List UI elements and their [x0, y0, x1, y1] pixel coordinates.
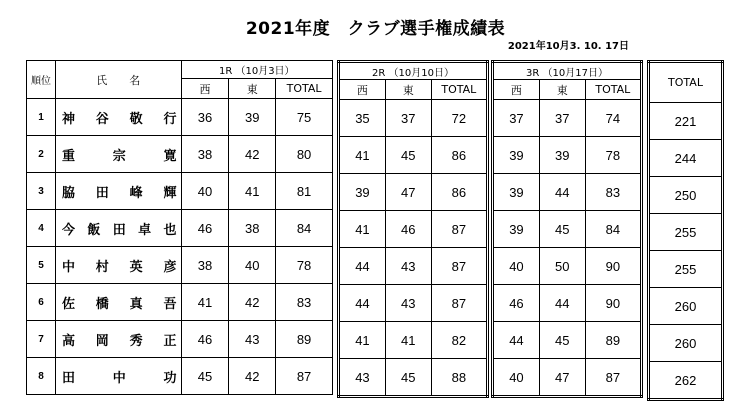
round3-total-score: 78: [585, 137, 641, 174]
round3-header: 3R （10月17日）: [493, 62, 642, 80]
table-row: [493, 248, 642, 285]
player-name: 神谷敬行: [55, 99, 181, 136]
round2-west-score: 41: [339, 137, 386, 174]
player-name: 脇田峰輝: [55, 173, 181, 210]
player-name: 重宗寛: [55, 136, 181, 173]
round1-east-score: 38: [229, 210, 276, 247]
grand-total-score: 255: [649, 214, 723, 251]
round2-total-score: 87: [431, 285, 487, 322]
round3-table: [491, 60, 643, 398]
grand-total-score: 255: [649, 251, 723, 288]
player-name: 今飯田卓也: [55, 210, 181, 247]
table-row: [27, 247, 333, 284]
round1-total-score: 75: [276, 99, 333, 136]
round2-east-score: 43: [385, 285, 431, 322]
round2-east-score: 43: [385, 248, 431, 285]
round1-west-score: 46: [181, 210, 229, 247]
table-row: [493, 322, 642, 359]
round1-west-score: 36: [181, 99, 229, 136]
round3-total-score: 90: [585, 285, 641, 322]
round3-east-score: 44: [539, 174, 585, 211]
round3-east-score: 45: [539, 322, 585, 359]
table-row: [339, 137, 488, 174]
rank-header: 順位: [27, 61, 56, 99]
table-row: [649, 362, 723, 400]
table-row: [27, 136, 333, 173]
round1-table: [26, 60, 333, 395]
round2-body: [339, 100, 488, 397]
table-row: [339, 211, 488, 248]
round2-total-score: 88: [431, 359, 487, 397]
round1-total-score: 83: [276, 284, 333, 321]
round2-table: [337, 60, 489, 398]
round1-east-header: 東: [229, 79, 276, 99]
round3-west-score: 39: [493, 137, 540, 174]
round2-east-score: 47: [385, 174, 431, 211]
round2-east-score: 41: [385, 322, 431, 359]
round1-west-score: 41: [181, 284, 229, 321]
grand-total-score: 262: [649, 362, 723, 400]
rank-cell: 1: [27, 99, 56, 136]
round3-east-score: 45: [539, 211, 585, 248]
event-dates: 2021年10月3. 10. 17日: [507, 41, 629, 52]
round3-east-score: 39: [539, 137, 585, 174]
rank-cell: 4: [27, 210, 56, 247]
round3-east-score: 37: [539, 100, 585, 137]
round1-east-score: 42: [229, 136, 276, 173]
rank-cell: 8: [27, 358, 56, 395]
table-row: [493, 211, 642, 248]
round3-west-score: 44: [493, 322, 540, 359]
round2-total-score: 87: [431, 248, 487, 285]
round1-total-score: 84: [276, 210, 333, 247]
player-name: 高岡秀正: [55, 321, 181, 358]
round1-east-score: 41: [229, 173, 276, 210]
table-row: [649, 325, 723, 362]
round2-total-score: 72: [431, 100, 487, 137]
round2-west-score: 43: [339, 359, 386, 397]
table-row: [649, 103, 723, 140]
table-row: [339, 100, 488, 137]
round1-west-score: 40: [181, 173, 229, 210]
player-name: 佐橋真吾: [55, 284, 181, 321]
grand-total-score: 260: [649, 288, 723, 325]
table-row: [493, 359, 642, 397]
table-row: [27, 210, 333, 247]
round3-west-score: 39: [493, 211, 540, 248]
round1-east-score: 43: [229, 321, 276, 358]
round2-header: 2R （10月10日）: [339, 62, 488, 80]
table-row: [27, 99, 333, 136]
table-row: [493, 137, 642, 174]
round2-west-score: 35: [339, 100, 386, 137]
round2-east-score: 46: [385, 211, 431, 248]
table-row: [27, 173, 333, 210]
round3-west-score: 40: [493, 248, 540, 285]
round3-west-score: 37: [493, 100, 540, 137]
round3-total-score: 89: [585, 322, 641, 359]
player-name: 中村英彦: [55, 247, 181, 284]
round1-total-score: 81: [276, 173, 333, 210]
table-row: [339, 322, 488, 359]
round1-total-score: 80: [276, 136, 333, 173]
round2-west-score: 41: [339, 322, 386, 359]
page-title: 2021年度 クラブ選手権成績表: [245, 19, 506, 39]
grand-total-score: 260: [649, 325, 723, 362]
round3-west-score: 40: [493, 359, 540, 397]
round1-east-score: 42: [229, 284, 276, 321]
rank-cell: 6: [27, 284, 56, 321]
grand-total-table: [647, 60, 724, 401]
grand-total-body: [649, 103, 723, 400]
table-row: [649, 177, 723, 214]
round2-total-header: TOTAL: [431, 80, 487, 100]
round1-west-score: 38: [181, 247, 229, 284]
round3-west-score: 46: [493, 285, 540, 322]
table-row: [493, 100, 642, 137]
table-row: [339, 248, 488, 285]
rank-cell: 3: [27, 173, 56, 210]
table-row: [339, 285, 488, 322]
round1-west-score: 46: [181, 321, 229, 358]
round2-west-score: 44: [339, 248, 386, 285]
rank-cell: 2: [27, 136, 56, 173]
grand-total-header: TOTAL: [649, 62, 723, 103]
round2-east-header: 東: [385, 80, 431, 100]
table-row: [27, 284, 333, 321]
round1-total-header: TOTAL: [276, 79, 333, 99]
table-row: [27, 321, 333, 358]
round3-total-score: 83: [585, 174, 641, 211]
round1-east-score: 42: [229, 358, 276, 395]
round3-east-score: 44: [539, 285, 585, 322]
round3-total-score: 87: [585, 359, 641, 397]
round3-west-score: 39: [493, 174, 540, 211]
round1-east-score: 40: [229, 247, 276, 284]
round3-body: [493, 100, 642, 397]
rank-cell: 5: [27, 247, 56, 284]
round2-east-score: 45: [385, 137, 431, 174]
round1-west-score: 38: [181, 136, 229, 173]
rank-cell: 7: [27, 321, 56, 358]
player-name: 田中功: [55, 358, 181, 395]
round1-west-score: 45: [181, 358, 229, 395]
round1-west-header: 西: [181, 79, 229, 99]
table-row: [649, 251, 723, 288]
round2-west-header: 西: [339, 80, 386, 100]
table-row: [339, 174, 488, 211]
round3-west-header: 西: [493, 80, 540, 100]
round1-total-score: 89: [276, 321, 333, 358]
round2-total-score: 87: [431, 211, 487, 248]
round3-total-score: 84: [585, 211, 641, 248]
table-row: [649, 140, 723, 177]
round2-east-score: 45: [385, 359, 431, 397]
round2-total-score: 86: [431, 137, 487, 174]
round2-east-score: 37: [385, 100, 431, 137]
table-row: [493, 174, 642, 211]
round3-east-score: 50: [539, 248, 585, 285]
grand-total-score: 221: [649, 103, 723, 140]
table-row: [649, 288, 723, 325]
round3-total-header: TOTAL: [585, 80, 641, 100]
round2-total-score: 82: [431, 322, 487, 359]
table-row: [493, 285, 642, 322]
round1-body: [27, 99, 333, 395]
round2-total-score: 86: [431, 174, 487, 211]
round3-east-header: 東: [539, 80, 585, 100]
table-row: [27, 358, 333, 395]
round3-total-score: 90: [585, 248, 641, 285]
round2-west-score: 41: [339, 211, 386, 248]
table-row: [649, 214, 723, 251]
table-row: [339, 359, 488, 397]
round3-east-score: 47: [539, 359, 585, 397]
round1-east-score: 39: [229, 99, 276, 136]
grand-total-score: 244: [649, 140, 723, 177]
name-header: 氏 名: [55, 61, 181, 99]
round1-header: 1R （10月3日）: [181, 61, 332, 79]
round2-west-score: 44: [339, 285, 386, 322]
round1-total-score: 87: [276, 358, 333, 395]
grand-total-score: 250: [649, 177, 723, 214]
round1-total-score: 78: [276, 247, 333, 284]
round2-west-score: 39: [339, 174, 386, 211]
round3-total-score: 74: [585, 100, 641, 137]
